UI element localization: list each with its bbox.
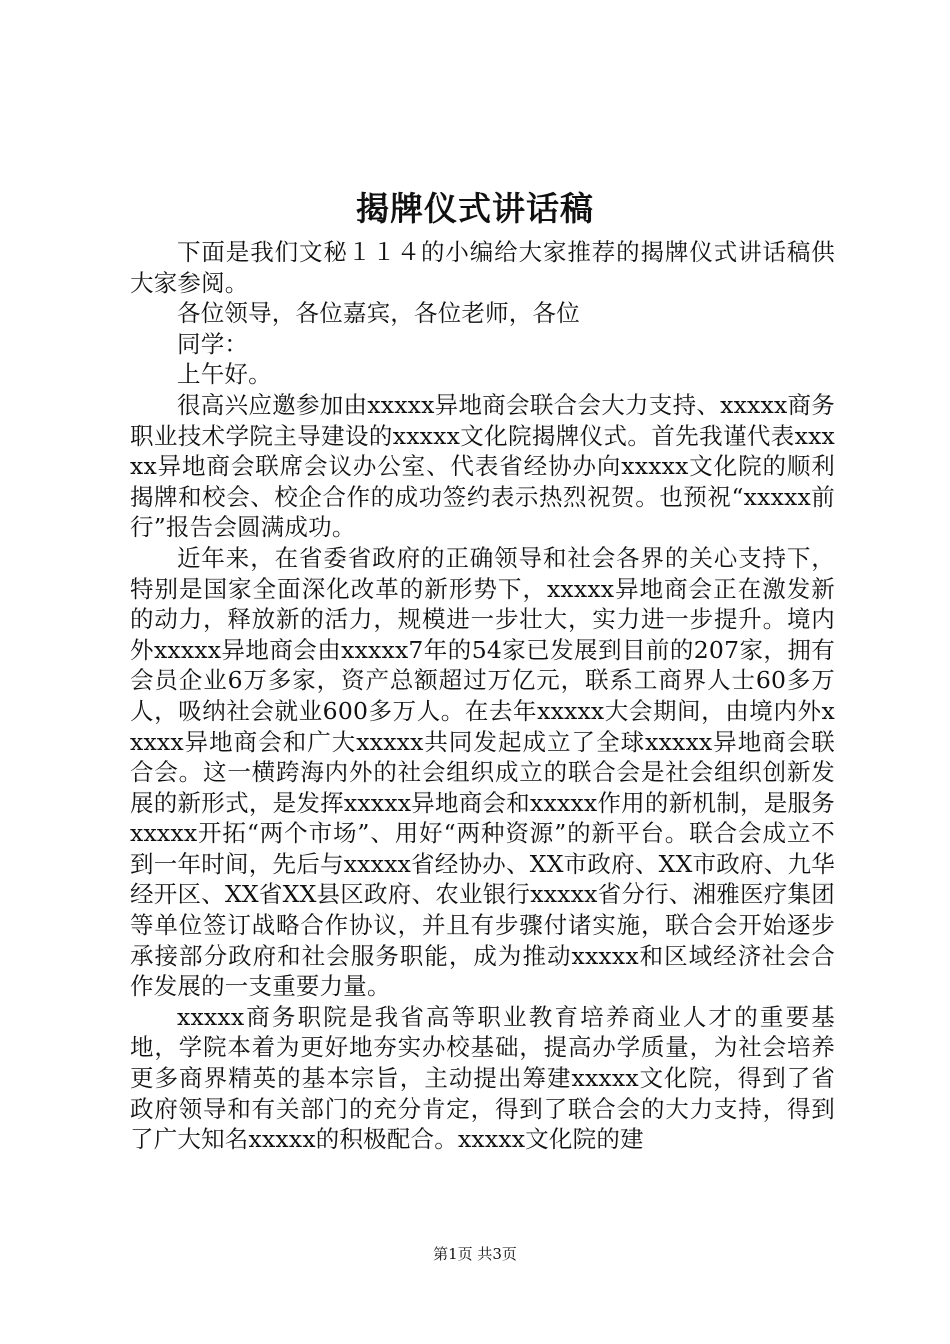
paragraph-salutation: 各位领导，各位嘉宾，各位老师，各位 xyxy=(177,299,580,328)
paragraph-greeting: 上午好。 xyxy=(177,360,272,389)
page-footer: 第1页 共3页 xyxy=(433,1245,517,1263)
paragraph-body-3: xxxxx商务职院是我省高等职业教育培养商业人才的重要基地，学院本着为更好地夯实办校基础，提高办学质量，为社会培养更多商界精英的基本宗旨，主动提出筹建xxxxx文化院，得到了省政府领导和有关部门的充分肯定，得到了联合会的大力支持，得到了广大知名xxxxx的积极配合。xxxxx文化院的建 xyxy=(130,1002,835,1154)
paragraph-intro: 下面是我们文秘１１４的小编给大家推荐的揭牌仪式讲话稿供大家参阅。 xyxy=(130,238,835,297)
paragraph-body-2: 近年来，在省委省政府的正确领导和社会各界的关心支持下，特别是国家全面深化改革的新形势下，xxxxx异地商会正在激发新的动力，释放新的活力，规模进一步壮大，实力进一步提升。境内外xxxxx异地商会由xxxxx7年的54家已发展到目前的207家，拥有会员企业6万多家，资产总额超过万亿元，联系工商界人士60多万人，吸纳社会就业600多万人。在去年xxxxx大会期间，由境内外xxxxx异地商会和广大xxxxx共同发起成立了全球xxxxx异地商会联合会。这一横跨海内外的社会组织成立的联合会是社会组织创新发展的新形式，是发挥xxxxx异地商会和xxxxx作用的新机制，是服务xxxxx开拓“两个市场”、用好“两种资源”的新平台。联合会成立不到一年时间，先后与xxxxx省经协办、XX市政府、XX市政府、九华经开区、XX省XX县区政府、农业银行xxxxx省分行、湘雅医疗集团等单位签订战略合作协议，并且有步骤付诸实施，联合会开始逐步承接部分政府和社会服务职能，成为推动xxxxx和区域经济社会合作发展的一支重要力量。 xyxy=(130,543,835,1001)
document-title: 揭牌仪式讲话稿 xyxy=(356,189,594,228)
document-body xyxy=(130,237,835,1155)
paragraph-body-1: 很高兴应邀参加由xxxxx异地商会联合会大力支持、xxxxx商务职业技术学院主导建设的xxxxx文化院揭牌仪式。首先我谨代表xxxxx异地商会联席会议办公室、代表省经协办向xxxxx文化院的顺利揭牌和校会、校企合作的成功签约表示热烈祝贺。也预祝“xxxxx前行”报告会圆满成功。 xyxy=(130,390,835,542)
paragraph-salutation-cont: 同学： xyxy=(177,329,249,358)
